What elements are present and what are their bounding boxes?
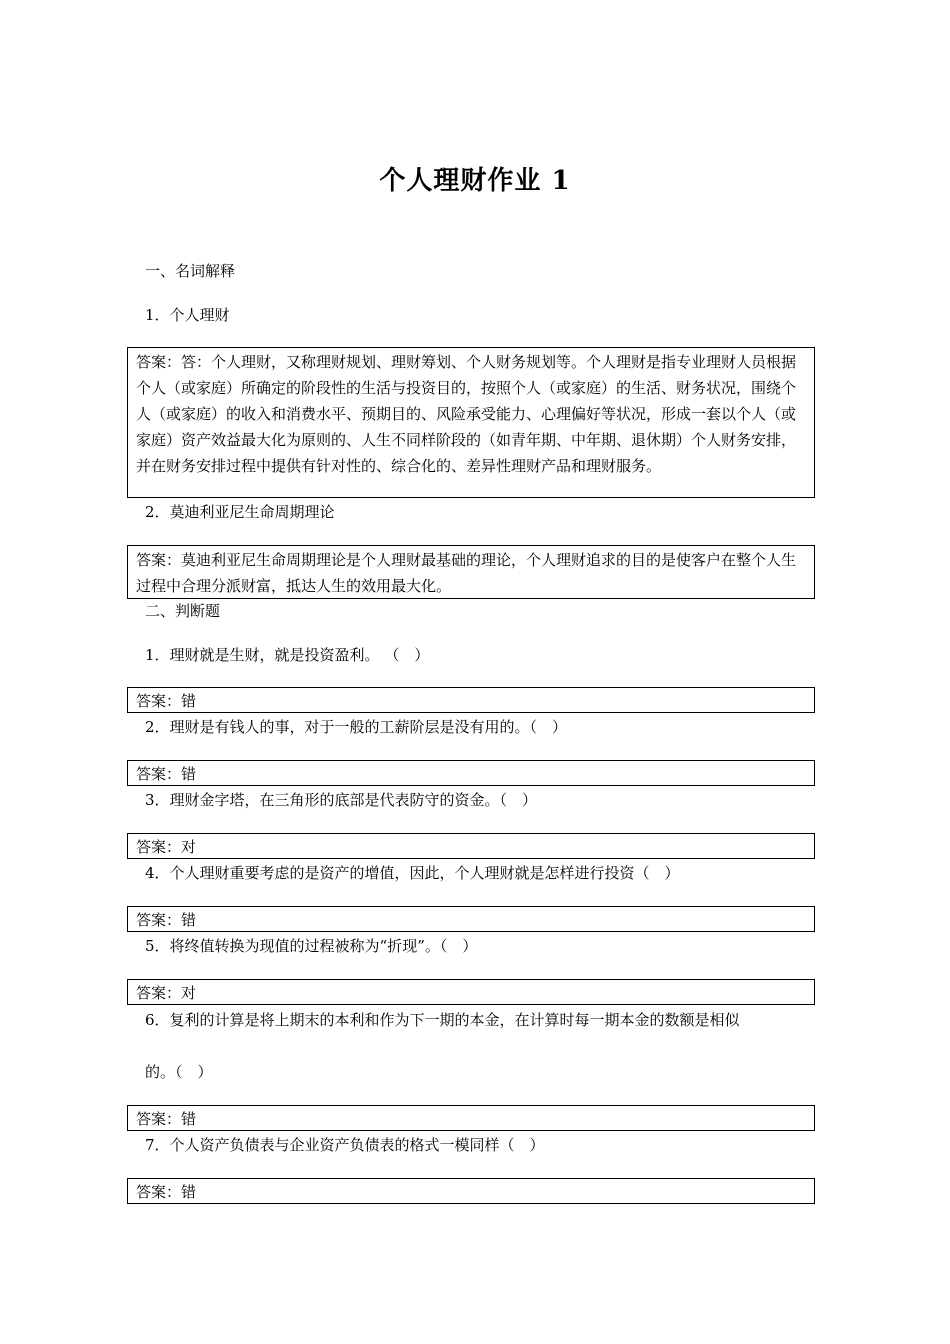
question-1-label: 1．个人理财 bbox=[145, 306, 230, 324]
tf-question-5: 5．将终值转换为现值的过程被称为“折现”。（ ） bbox=[145, 937, 478, 955]
tf-answer-6: 答案：错 bbox=[127, 1105, 815, 1131]
tf-answer-5: 答案：对 bbox=[127, 979, 815, 1005]
tf-question-4: 4．个人理财重要考虑的是资产的增值，因此，个人理财就是怎样进行投资（ ） bbox=[145, 864, 680, 882]
tf-question-7: 7．个人资产负债表与企业资产负债表的格式一模同样（ ） bbox=[145, 1136, 545, 1154]
tf-answer-2: 答案：错 bbox=[127, 760, 815, 786]
tf-question-3: 3．理财金字塔，在三角形的底部是代表防守的资金。（ ） bbox=[145, 791, 538, 809]
tf-answer-3: 答案：对 bbox=[127, 833, 815, 859]
answer-box-definition-1: 答案：答：个人理财，又称理财规划、理财筹划、个人财务规划等。个人理财是指专业理财人员根据个人（或家庭）所确定的阶段性的生活与投资目的，按照个人（或家庭）的生活、财务状况，围绕个人（或家庭）的收入和消费水平、预期目的、风险承受能力、心理偏好等状况，形成一套以个人（或家庭）资产效益最大化为原则的、人生不同样阶段的（如青年期、中年期、退休期）个人财务安排，并在财务安排过程中提供有针对性的、综合化的、差异性理财产品和理财服务。 bbox=[127, 347, 815, 498]
section-heading-true-false: 二、判断题 bbox=[145, 602, 221, 620]
tf-answer-7: 答案：错 bbox=[127, 1178, 815, 1204]
tf-answer-4: 答案：错 bbox=[127, 906, 815, 932]
document-title: 个人理财作业 1 bbox=[379, 166, 571, 196]
tf-answer-1: 答案：错 bbox=[127, 687, 815, 713]
section-heading-definitions: 一、名词解释 bbox=[145, 262, 236, 280]
tf-question-6-line-1: 6．复利的计算是将上期末的本利和作为下一期的本金，在计算时每一期本金的数额是相似 bbox=[145, 1011, 740, 1029]
answer-box-definition-2: 答案：莫迪利亚尼生命周期理论是个人理财最基础的理论，个人理财追求的目的是使客户在整个人生过程中合理分派财富，抵达人生的效用最大化。 bbox=[127, 545, 815, 599]
tf-question-6-line-2: 的。（ ） bbox=[145, 1063, 213, 1081]
tf-question-1: 1．理财就是生财，就是投资盈利。 （ ） bbox=[145, 646, 430, 664]
question-2-label: 2．莫迪利亚尼生命周期理论 bbox=[145, 503, 335, 521]
tf-question-2: 2．理财是有钱人的事，对于一般的工薪阶层是没有用的。（ ） bbox=[145, 718, 568, 736]
